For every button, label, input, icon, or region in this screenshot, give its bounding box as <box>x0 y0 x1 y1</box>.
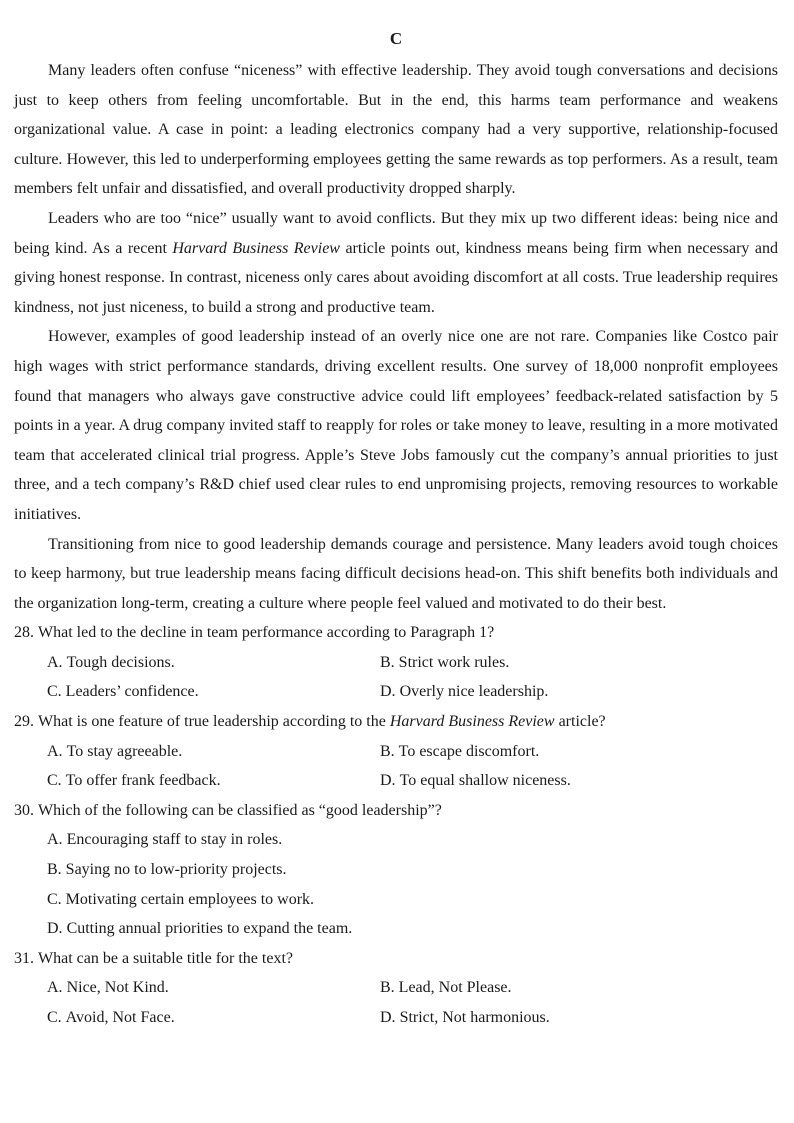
option-c[interactable] <box>47 885 778 915</box>
option-letter: B. <box>380 979 395 997</box>
option-d[interactable] <box>380 677 778 707</box>
option-text: Nice, Not Kind. <box>66 979 169 997</box>
question-28 <box>14 618 778 707</box>
question-stem <box>14 618 778 648</box>
question-text-end: article? <box>554 713 606 731</box>
paragraph-1: Many leaders often confuse “niceness” with effective leadership. They avoid tough conversations and decisions just to keep others from feeling uncomfortable. But in the end, this harms team performance and weakens organizational value. A case in point: a leading electronics company had a very supportive, relationship-focused culture. However, this led to underperforming employees getting the same rewards as top performers. As a result, team members felt unfair and dissatisfied, and overall productivity dropped sharply. <box>14 62 778 198</box>
question-text: What led to the decline in team performance according to Paragraph 1? <box>38 624 495 642</box>
option-text: To escape discomfort. <box>398 742 540 760</box>
passage <box>14 56 778 618</box>
option-letter: A. <box>47 831 63 849</box>
question-text: Which of the following can be classified as “good leadership”? <box>38 801 442 819</box>
option-text: To stay agreeable. <box>66 742 183 760</box>
paragraph-2-text-start: Leaders who are too “nice” usually want to avoid conflicts. But they mix up two different ideas: being nice and being kind. As a recent <box>14 209 778 257</box>
question-number: 31. <box>14 949 34 967</box>
option-text: Saying no to low-priority projects. <box>65 861 287 879</box>
question-stem <box>14 707 778 737</box>
option-letter: A. <box>47 979 63 997</box>
option-letter: D. <box>380 1009 396 1026</box>
question-number: 28. <box>14 624 34 642</box>
option-text: To offer frank feedback. <box>65 772 221 790</box>
option-c[interactable] <box>47 1003 380 1033</box>
option-a[interactable] <box>47 973 380 1003</box>
option-letter: B. <box>380 653 395 671</box>
question-number: 30. <box>14 801 34 819</box>
paragraph-3: However, examples of good leadership instead of an overly nice one are not rare. Companies like Costco pair high wages with strict performance standards, driving excellent results. One survey of 18,000 nonprofit employees found that managers who always gave constructive advice could lift employees’ feedback-related satisfaction by 5 points in a year. A drug company invited staff to reapply for roles or take money to leave, resulting in a more motivated team that accelerated clinical trial progress. Apple’s Steve Jobs famously cut the company’s annual priorities to just three, and a tech company’s R&D chief used clear rules to end unpromising projects, removing resources to workable initiatives. <box>14 328 778 523</box>
question-31 <box>14 944 778 1033</box>
option-text: Leaders’ confidence. <box>65 683 199 701</box>
option-b[interactable] <box>380 648 778 678</box>
option-text: Motivating certain employees to work. <box>65 890 315 908</box>
option-b[interactable] <box>47 855 778 885</box>
paragraph-2 <box>14 204 778 322</box>
option-b[interactable] <box>380 737 778 767</box>
section-heading: C <box>389 29 403 48</box>
option-d[interactable] <box>380 1003 778 1033</box>
options <box>14 737 778 796</box>
option-text: Lead, Not Please. <box>398 979 512 997</box>
option-letter: D. <box>380 772 396 790</box>
option-text: To equal shallow niceness. <box>399 772 571 790</box>
option-b[interactable] <box>380 973 778 1003</box>
option-text: Overly nice leadership. <box>399 683 549 701</box>
option-d[interactable] <box>380 766 778 796</box>
option-letter: B. <box>47 861 62 879</box>
option-text: Strict, Not harmonious. <box>399 1009 550 1026</box>
paragraph-2-text-end: article points out, kindness means being firm when necessary and giving honest response. In contrast, niceness only cares about avoiding discomfort at all costs. True leadership requires kindness, not just niceness, to build a strong and productive team. <box>14 239 778 316</box>
option-letter: A. <box>47 653 63 671</box>
option-text: Tough decisions. <box>66 653 175 671</box>
option-text: Avoid, Not Face. <box>65 1009 175 1026</box>
question-text-start: What is one feature of true leadership according to the <box>38 713 390 731</box>
question-stem <box>14 944 778 974</box>
question-stem <box>14 796 778 826</box>
question-text: What can be a suitable title for the text? <box>38 949 293 967</box>
options <box>14 973 778 1032</box>
question-number: 29. <box>14 713 34 731</box>
option-text: Cutting annual priorities to expand the team. <box>66 920 353 938</box>
option-a[interactable] <box>47 648 380 678</box>
options <box>14 825 778 943</box>
option-a[interactable] <box>47 737 380 767</box>
journal-title: Harvard Business Review <box>172 239 340 257</box>
question-30 <box>14 796 778 944</box>
option-c[interactable] <box>47 766 380 796</box>
option-letter: D. <box>47 920 63 938</box>
option-letter: A. <box>47 742 63 760</box>
option-c[interactable] <box>47 677 380 707</box>
option-letter: C. <box>47 683 62 701</box>
question-29 <box>14 707 778 796</box>
option-d[interactable] <box>47 914 778 944</box>
journal-title: Harvard Business Review <box>389 713 555 731</box>
paragraph-4: Transitioning from nice to good leadership demands courage and persistence. Many leaders avoid tough choices to keep harmony, but true leadership means facing difficult decisions head-on. This shift benefits both individuals and the organization long-term, creating a culture where people feel valued and motivated to do their best. <box>14 535 778 612</box>
option-letter: D. <box>380 683 396 701</box>
option-letter: C. <box>47 890 62 908</box>
option-letter: B. <box>380 742 395 760</box>
option-letter: C. <box>47 1009 62 1026</box>
option-text: Encouraging staff to stay in roles. <box>66 831 283 849</box>
options <box>14 648 778 707</box>
option-a[interactable] <box>47 825 778 855</box>
option-letter: C. <box>47 772 62 790</box>
option-text: Strict work rules. <box>398 653 510 671</box>
